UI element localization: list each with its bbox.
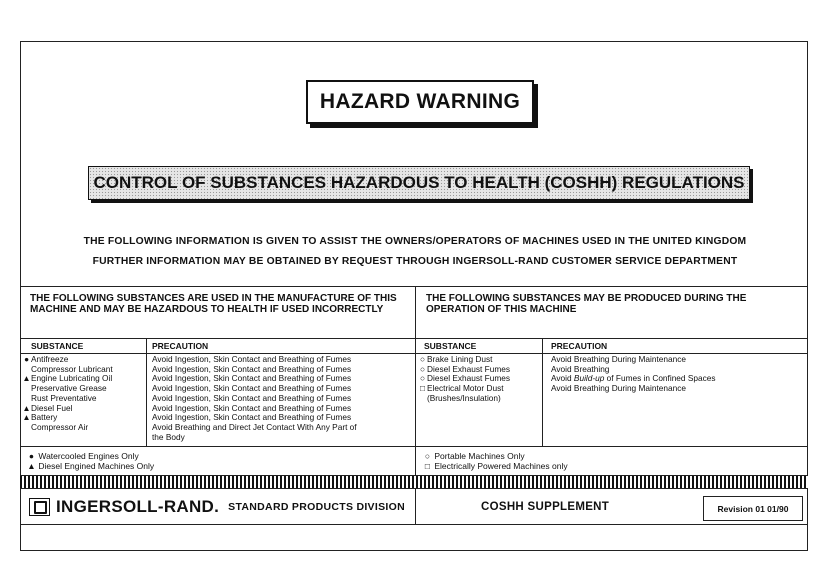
substance-row — [22, 423, 144, 433]
division-name: STANDARD PRODUCTS DIVISION — [228, 500, 405, 513]
precaution-text: of Fumes in Confined Spaces — [604, 373, 716, 384]
supplement-title: COSHH SUPPLEMENT — [481, 500, 610, 513]
legend-item — [423, 451, 808, 461]
legend-item — [27, 451, 415, 461]
substance-name: Electrical Motor Dust (Brushes/Insulation) — [427, 383, 504, 403]
legend-item — [423, 461, 808, 471]
precaution-row: Avoid Ingestion, Skin Contact and Breathing of Fumes — [152, 363, 352, 374]
substance-name: Preservative Grease — [31, 383, 107, 394]
legend-item — [27, 461, 415, 471]
precaution-row: Avoid Ingestion, Skin Contact and Breathing of Fumes — [152, 354, 352, 364]
legend-text: Watercooled Engines Only — [38, 451, 139, 461]
substance-row — [418, 384, 540, 403]
precaution-column-header: PRECAUTION — [551, 341, 608, 351]
used-precaution-list — [152, 355, 410, 442]
right-legend — [416, 446, 808, 475]
substance-column-header: SUBSTANCE — [424, 341, 477, 351]
portable-marker-icon: ○ — [424, 451, 431, 461]
decorative-stripe — [20, 475, 808, 489]
substance-name: Compressor Air — [31, 421, 89, 432]
produced-substance-list — [418, 355, 540, 404]
precaution-row — [551, 384, 801, 394]
substance-name: Diesel Fuel — [31, 402, 73, 413]
legend-text: Portable Machines Only — [434, 451, 525, 461]
substance-name: Diesel Exhaust Fumes — [427, 373, 511, 384]
produced-precaution-list — [551, 355, 801, 394]
precaution-text: Avoid Breathing — [551, 363, 610, 374]
used-substances-table-header — [20, 338, 415, 354]
info-line-1: THE FOLLOWING INFORMATION IS GIVEN TO ASSIST THE OWNERS/OPERATORS OF MACHINES USED IN THE UNITED KINGDOM — [83, 236, 747, 247]
substance-name: Rust Preventative — [31, 392, 97, 403]
produced-substances-heading: THE FOLLOWING SUBSTANCES MAY BE PRODUCED DURING THE OPERATION OF THIS MACHINE — [426, 293, 747, 315]
legend-text: Diesel Engined Machines Only — [38, 461, 155, 471]
hazard-warning-title: HAZARD WARNING — [306, 80, 534, 124]
column-divider — [542, 338, 543, 447]
substance-name: Antifreeze — [31, 354, 69, 364]
portable-marker-icon: ○ — [419, 373, 425, 384]
electric-marker-icon: □ — [419, 383, 425, 394]
diesel-marker-icon: ▲ — [22, 412, 31, 423]
used-substances-section — [20, 286, 416, 446]
company-footer — [20, 489, 416, 525]
substance-column-header: SUBSTANCE — [31, 341, 84, 351]
substance-name: Compressor Lubricant — [31, 363, 113, 374]
produced-substances-section — [416, 286, 808, 446]
revision-box: Revision 01 01/90 — [703, 496, 803, 521]
diesel-marker-icon: ▲ — [22, 402, 31, 413]
coshh-regulations-banner: CONTROL OF SUBSTANCES HAZARDOUS TO HEALTH (COSHH) REGULATIONS — [88, 166, 750, 200]
produced-substances-table-header — [416, 338, 808, 354]
precaution-row: Avoid Ingestion, Skin Contact and Breathing of Fumes — [152, 373, 352, 384]
ingersoll-rand-logo-icon — [29, 498, 50, 516]
precaution-emphasis: Build-up — [573, 373, 605, 384]
watercooled-marker-icon: ● — [28, 451, 35, 461]
precaution-text: Avoid Breathing During Maintenance — [551, 354, 686, 364]
precaution-text: Avoid — [551, 373, 574, 384]
watercooled-marker-icon: ● — [23, 354, 29, 364]
company-name: INGERSOLL-RAND. — [56, 496, 220, 516]
substance-name: Diesel Exhaust Fumes — [427, 363, 511, 374]
precaution-column-header: PRECAUTION — [152, 341, 209, 351]
precaution-row: Avoid Ingestion, Skin Contact and Breathing of Fumes — [152, 392, 352, 403]
legend-text: Electrically Powered Machines only — [434, 461, 568, 471]
electric-marker-icon: □ — [424, 461, 431, 471]
precaution-row: Avoid Breathing and Direct Jet Contact With Any Part of the Body — [152, 421, 357, 442]
precaution-row: Avoid Ingestion, Skin Contact and Breathing of Fumes — [152, 412, 352, 423]
precaution-row: Avoid Ingestion, Skin Contact and Breathing of Fumes — [152, 402, 352, 413]
substance-name: Brake Lining Dust — [427, 354, 493, 364]
left-legend — [20, 446, 416, 475]
portable-marker-icon: ○ — [419, 354, 425, 364]
substance-name: Battery — [31, 412, 58, 423]
portable-marker-icon: ○ — [419, 363, 425, 374]
used-substances-heading: THE FOLLOWING SUBSTANCES ARE USED IN THE MANUFACTURE OF THIS MACHINE AND MAY BE HAZARDOUS TO HEALTH IF USED INCORRECTLY — [30, 293, 397, 315]
column-divider — [146, 338, 147, 447]
precaution-row: Avoid Ingestion, Skin Contact and Breathing of Fumes — [152, 383, 352, 394]
diesel-marker-icon: ▲ — [22, 373, 31, 384]
info-line-2: FURTHER INFORMATION MAY BE OBTAINED BY REQUEST THROUGH INGERSOLL-RAND CUSTOMER SERVICE DEPARTMENT — [92, 256, 738, 267]
used-substance-list — [22, 355, 144, 433]
precaution-text: Avoid Breathing During Maintenance — [551, 383, 686, 394]
diesel-marker-icon: ▲ — [27, 461, 36, 471]
substance-name: Engine Lubricating Oil — [31, 373, 113, 384]
